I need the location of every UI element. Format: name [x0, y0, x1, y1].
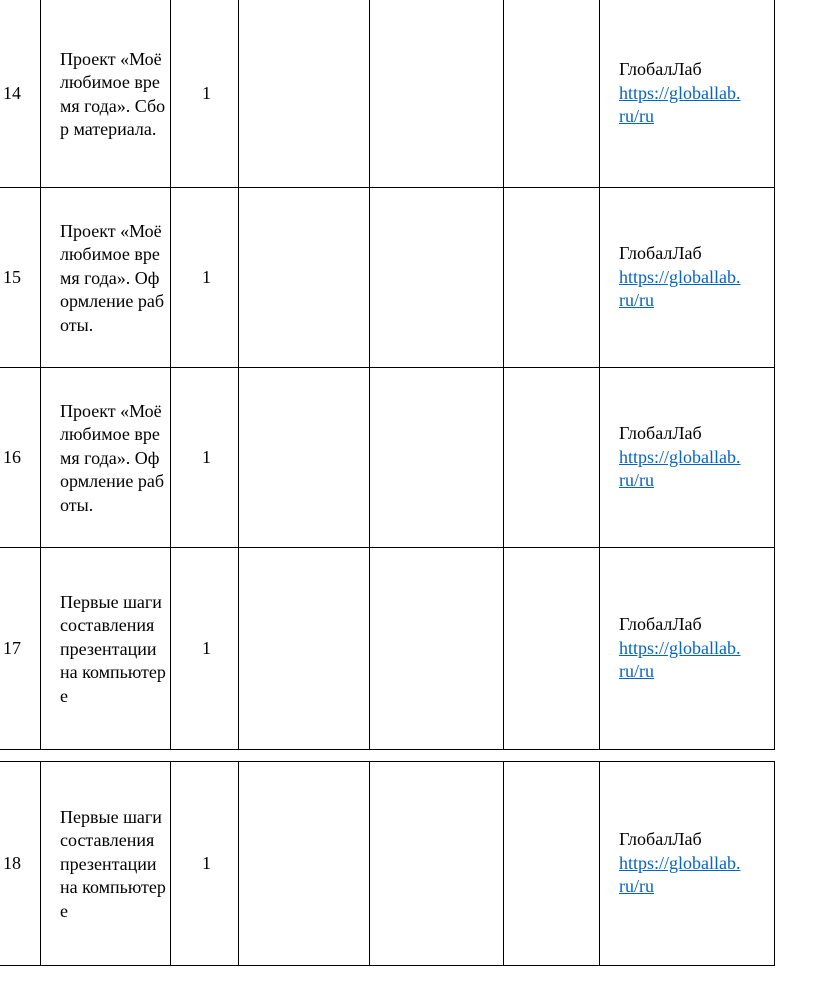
- empty-cell: [239, 368, 370, 548]
- resource-name: ГлобалЛаб: [619, 243, 702, 264]
- empty-cell: [370, 762, 504, 966]
- lesson-topic-text: Проект «Моё любимое время года». Оформление работы.: [60, 400, 164, 515]
- resource-link[interactable]: [619, 447, 741, 491]
- hours-count: 1: [171, 762, 239, 966]
- table-row: [0, 188, 775, 368]
- resource-link-part: https://globallab.: [619, 82, 741, 103]
- row-number: 15: [0, 188, 41, 368]
- lesson-topic-text: Проект «Моё любимое время года». Сбор материала.: [60, 48, 166, 139]
- resource-cell: [600, 0, 775, 188]
- empty-cell: [504, 548, 600, 750]
- table-row: [0, 368, 775, 548]
- empty-cell: [239, 548, 370, 750]
- resource-link-part: ru/ru: [619, 876, 654, 897]
- hours-count: 1: [171, 368, 239, 548]
- resource-link-part: ru/ru: [619, 470, 654, 491]
- resource-name: ГлобалЛаб: [619, 423, 702, 444]
- resource-link-part: https://globallab.: [619, 446, 741, 467]
- hours-count: 1: [171, 548, 239, 750]
- lesson-topic-text: Первые шаги составления презентации на компьютере: [60, 806, 166, 921]
- lesson-topic: [41, 368, 171, 548]
- resource-link[interactable]: [619, 638, 741, 682]
- lesson-topic-text: Проект «Моё любимое время года». Оформление работы.: [60, 220, 164, 335]
- resource-link[interactable]: [619, 267, 741, 311]
- resource-link[interactable]: [619, 853, 741, 897]
- resource-link-part: ru/ru: [619, 106, 654, 127]
- empty-cell: [370, 368, 504, 548]
- resource-name: ГлобалЛаб: [619, 829, 702, 850]
- resource-cell: [600, 368, 775, 548]
- row-number: 14: [0, 0, 41, 188]
- hours-count: 1: [171, 0, 239, 188]
- resource-link-part: https://globallab.: [619, 266, 741, 287]
- row-number: 17: [0, 548, 41, 750]
- resource-cell: [600, 188, 775, 368]
- empty-cell: [239, 188, 370, 368]
- resource-cell: [600, 548, 775, 750]
- resource-cell: [600, 762, 775, 966]
- empty-cell: [370, 188, 504, 368]
- resource-link-part: ru/ru: [619, 661, 654, 682]
- lesson-table-lower: [0, 761, 775, 966]
- empty-cell: [370, 548, 504, 750]
- resource-name: ГлобалЛаб: [619, 59, 702, 80]
- resource-link-part: ru/ru: [619, 290, 654, 311]
- empty-cell: [239, 762, 370, 966]
- table-row: [0, 762, 775, 966]
- lesson-topic: [41, 548, 171, 750]
- empty-cell: [370, 0, 504, 188]
- empty-cell: [504, 368, 600, 548]
- lesson-topic: [41, 188, 171, 368]
- resource-link[interactable]: [619, 83, 741, 127]
- hours-count: 1: [171, 188, 239, 368]
- row-number: 18: [0, 762, 41, 966]
- empty-cell: [504, 188, 600, 368]
- empty-cell: [239, 0, 370, 188]
- resource-link-part: https://globallab.: [619, 637, 741, 658]
- lesson-topic: [41, 762, 171, 966]
- resource-link-part: https://globallab.: [619, 852, 741, 873]
- empty-cell: [504, 0, 600, 188]
- table-row: [0, 0, 775, 188]
- lesson-topic-text: Первые шаги составления презентации на компьютере: [60, 591, 166, 706]
- row-number: 16: [0, 368, 41, 548]
- resource-name: ГлобалЛаб: [619, 614, 702, 635]
- empty-cell: [504, 762, 600, 966]
- lesson-topic: [41, 0, 171, 188]
- table-row: [0, 548, 775, 750]
